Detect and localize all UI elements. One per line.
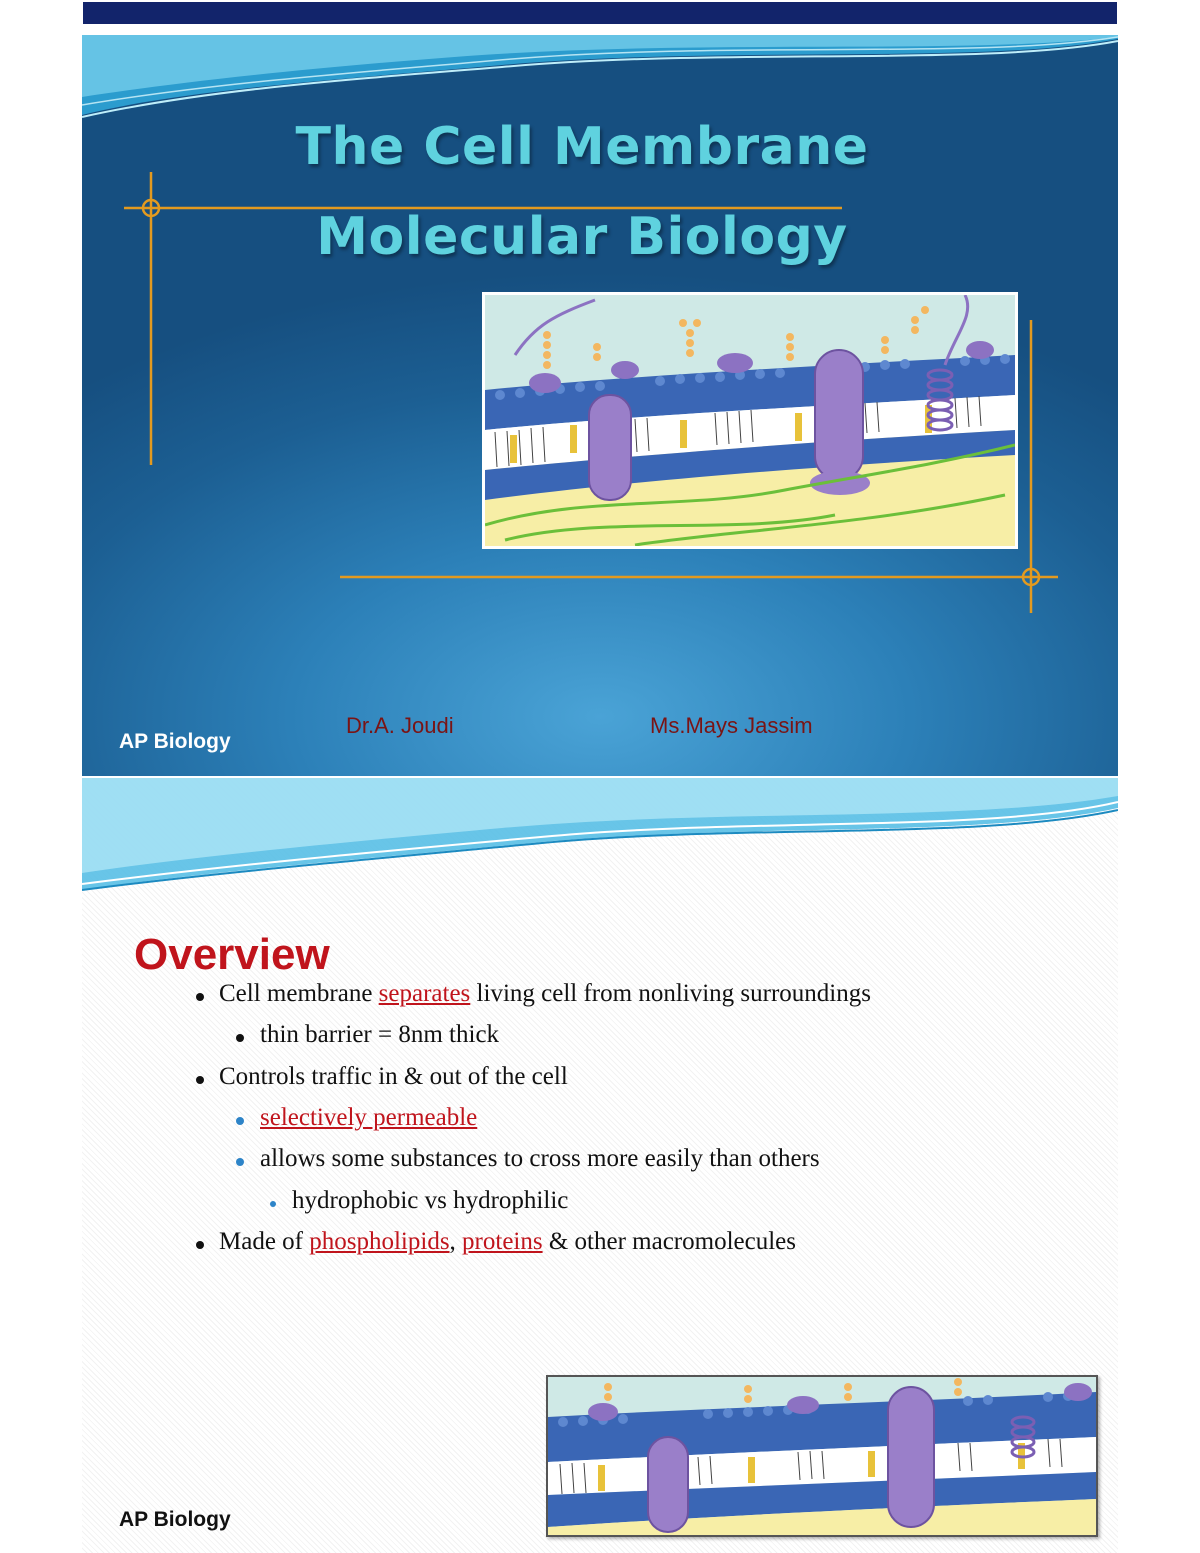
bullet-marker xyxy=(196,993,204,1001)
top-bar xyxy=(83,2,1117,24)
bullet-text: Cell membrane xyxy=(219,980,379,1007)
bullet-item xyxy=(292,1187,568,1215)
bullet-item xyxy=(260,1104,477,1132)
bullet-emphasis: proteins xyxy=(462,1228,543,1255)
bullet-text: allows some substances to cross more easily than others xyxy=(260,1145,820,1172)
cell-membrane-illustration xyxy=(482,292,1018,549)
bullet-item xyxy=(260,1021,499,1049)
title-line-2: Molecular Biology xyxy=(316,207,848,267)
bullet-text: living cell from nonliving surroundings xyxy=(470,980,871,1007)
bullet-marker xyxy=(236,1158,244,1166)
bullet-marker xyxy=(236,1117,244,1125)
slide-title: Overview xyxy=(134,930,330,979)
bullet-emphasis: selectively permeable xyxy=(260,1104,478,1131)
bullet-marker xyxy=(236,1034,244,1042)
title-slide xyxy=(82,35,1118,776)
bullet-marker xyxy=(196,1241,204,1249)
bullet-item xyxy=(219,1228,796,1256)
bullet-emphasis: phospholipids xyxy=(309,1228,450,1255)
bullet-marker xyxy=(270,1201,276,1207)
bullet-marker xyxy=(196,1076,204,1084)
header-wave xyxy=(82,778,1118,898)
bullet-text: & other macromolecules xyxy=(542,1228,796,1255)
bullet-text: Controls traffic in & out of the cell xyxy=(219,1063,568,1090)
ap-biology-label: AP Biology xyxy=(119,730,231,753)
ap-biology-label: AP Biology xyxy=(119,1508,231,1531)
bullet-item xyxy=(219,1063,568,1091)
cell-membrane-illustration xyxy=(546,1375,1098,1537)
bullet-item xyxy=(219,980,871,1008)
bullet-text: Made of xyxy=(219,1228,310,1255)
bullet-text: hydrophobic vs hydrophilic xyxy=(292,1187,569,1214)
author-1: Dr.A. Joudi xyxy=(346,713,454,738)
overview-slide xyxy=(82,778,1118,1553)
bullet-item xyxy=(260,1145,820,1173)
bullet-text: , xyxy=(449,1228,463,1255)
bullet-emphasis: separates xyxy=(378,980,471,1007)
bullet-text: thin barrier = 8nm thick xyxy=(260,1021,500,1048)
author-2: Ms.Mays Jassim xyxy=(650,713,813,738)
title-line-1: The Cell Membrane xyxy=(295,117,869,177)
